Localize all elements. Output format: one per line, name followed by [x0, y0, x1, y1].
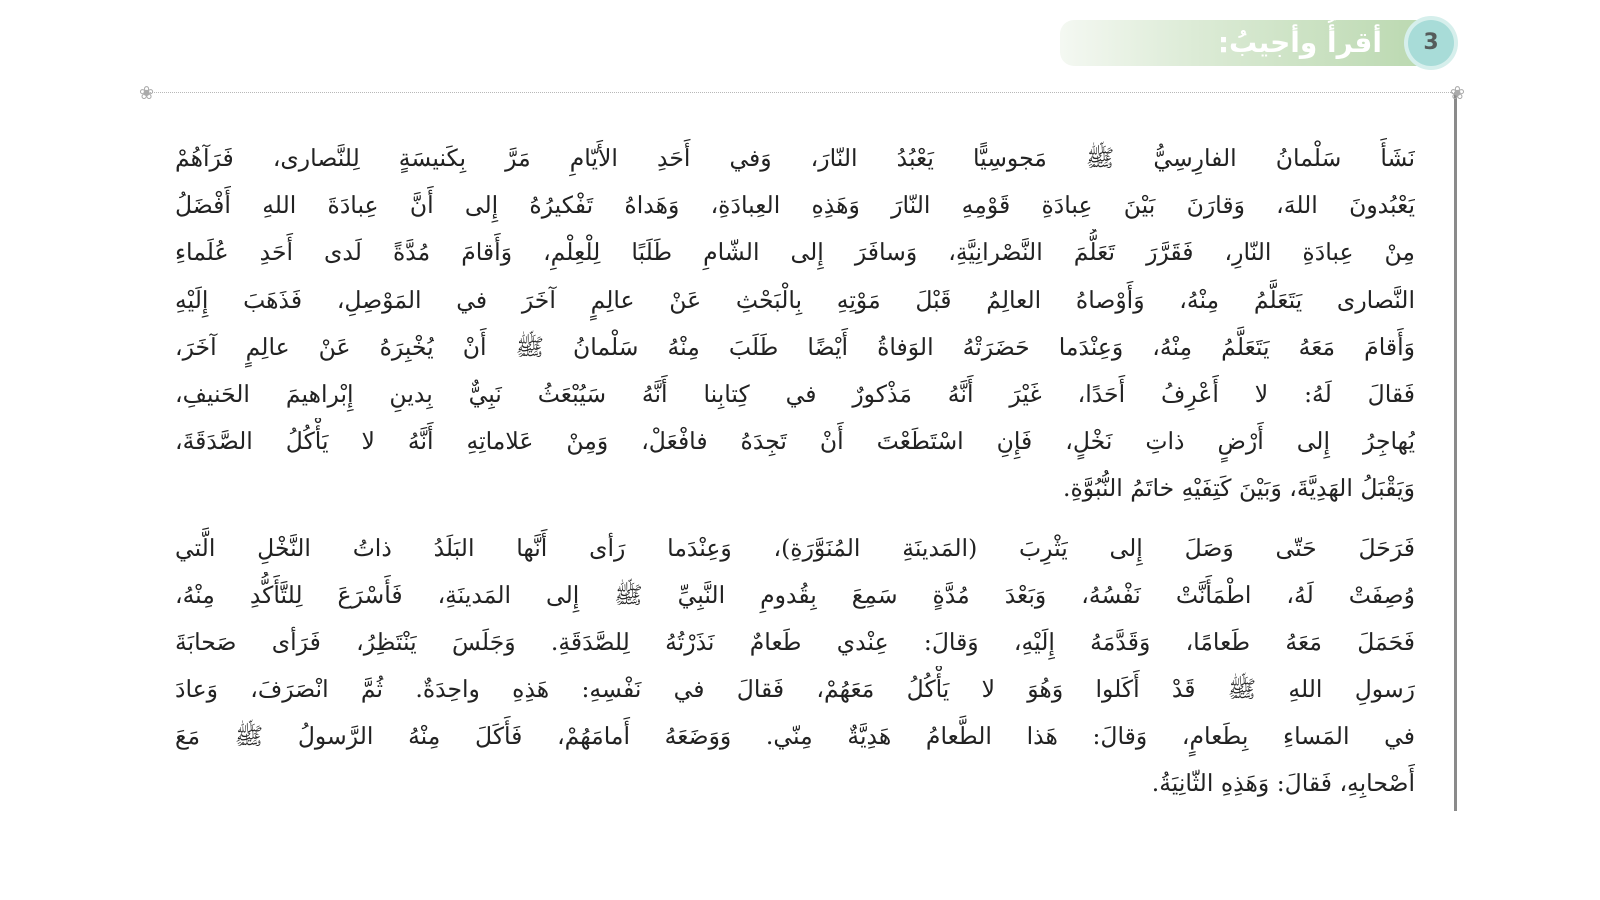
text-line: يُهاجِرُ إِلى أَرْضٍ ذاتِ نَخْلٍ، فَإِنِ اسْتَطَعْتَ أَنْ تَجِدَهُ فافْعَلْ، وَمِنْ عَلاماتِهِ أَنَّهُ لا يَأْكُلُ الصَّدَقَةَ، — [175, 427, 1415, 456]
text-line: مِنْ عِبادَةِ النّارِ، فَقَرَّرَ تَعَلُّمَ النَّصْرانِيَّةِ، وَسافَرَ إِلى الشّامِ طَلَبًا لِلْعِلْمِ، وَأَقامَ مُدَّةً لَدى أَحَدِ عُلَماءِ — [175, 238, 1415, 267]
text-line: في المَساءِ بِطَعامٍ، وَقالَ: هَذا الطَّعامُ هَدِيَّةٌ مِنّي. وَوَضَعَهُ أَمامَهُمْ، فَأَكَلَ مِنْهُ الرَّسولُ ﷺ مَعَ — [175, 722, 1415, 751]
text-line: أَصْحابِهِ، فَقالَ: وَهَذِهِ الثّانِيَةُ. — [1151, 769, 1415, 798]
frame-right-border — [1454, 93, 1457, 811]
paragraph-2 — [175, 525, 1415, 808]
text-line: فَرَحَلَ حَتّى وَصَلَ إِلى يَثْرِبَ (المَدينَةِ المُنَوَّرَةِ)، وَعِنْدَما رَأى أَنَّها البَلَدُ ذاتُ النَّخْلِ الَّتي — [175, 533, 1415, 562]
reading-text-box — [139, 83, 1465, 811]
section-header — [1060, 18, 1470, 68]
section-title: أقرأُ وأجيبُ: — [1217, 26, 1382, 59]
frame-corner-ornament-left: ❀ — [139, 83, 155, 104]
paragraph-1 — [175, 135, 1415, 513]
text-line: وَأَقامَ مَعَهُ يَتَعَلَّمُ مِنْهُ، وَعِنْدَما حَضَرَتْهُ الوَفاةُ أَيْضًا طَلَبَ مِنْهُ سَلْمانُ ﷺ أَنْ يُخْبِرَهُ عَنْ عالِمٍ آخَرَ، — [175, 332, 1415, 361]
reading-passage — [175, 135, 1415, 808]
text-line: فَقالَ لَهُ: لا أَعْرِفُ أَحَدًا، غَيْرَ أَنَّهُ مَذْكورٌ في كِتابِنا أَنَّهُ سَيُبْعَثُ نَبِيٌّ بِدينِ إِبْراهيمَ الحَنيفِ، — [175, 379, 1415, 408]
text-line: وَيَقْبَلُ الهَدِيَّةَ، وَبَيْنَ كَتِفَيْهِ خاتَمُ النُّبُوَّةِ. — [1063, 474, 1415, 503]
text-line: فَحَمَلَ مَعَهُ طَعامًا، وَقَدَّمَهُ إِلَيْهِ، وَقالَ: عِنْدي طَعامٌ نَذَرْتُهُ لِلصَّدَقَةِ. وَجَلَسَ يَنْتَظِرُ، فَرَأى صَحابَةَ — [175, 627, 1415, 656]
text-line: وُصِفَتْ لَهُ، اطْمَأَنَّتْ نَفْسُهُ، وَبَعْدَ مُدَّةٍ سَمِعَ بِقُدومِ النَّبِيِّ ﷺ إِلى المَدينَةِ، فَأَسْرَعَ لِلتَّأَكُّدِ مِنْهُ، — [175, 580, 1415, 609]
section-number-badge: 3 — [1408, 20, 1454, 66]
text-line: رَسولِ اللهِ ﷺ قَدْ أَكَلوا وَهُوَ لا يَأْكُلُ مَعَهُمْ، فَقالَ في نَفْسِهِ: هَذِهِ واحِدَةٌ. ثُمَّ انْصَرَفَ، وَعادَ — [175, 675, 1415, 704]
text-line: النَّصارى يَتَعَلَّمُ مِنْهُ، وَأَوْصاهُ العالِمُ قَبْلَ مَوْتِهِ بِالْبَحْثِ عَنْ عالِمٍ آخَرَ في المَوْصِلِ، فَذَهَبَ إِلَيْهِ — [175, 285, 1415, 314]
text-line: يَعْبُدونَ اللهَ، وَقارَنَ بَيْنَ عِبادَةِ قَوْمِهِ النّارَ وَهَذِهِ العِبادَةِ، وَهَداهُ تَفْكيرُهُ إِلى أَنَّ عِبادَةَ اللهِ أَفْضَلُ — [175, 191, 1415, 220]
text-line: نَشَأَ سَلْمانُ الفارِسِيُّ ﷺ مَجوسِيًّا يَعْبُدُ النّارَ، وَفي أَحَدِ الأَيّامِ مَرَّ بِكَنيسَةٍ لِلنَّصارى، فَرَآهُمْ — [175, 144, 1415, 172]
frame-corner-ornament-right: ❀ — [1449, 83, 1465, 104]
